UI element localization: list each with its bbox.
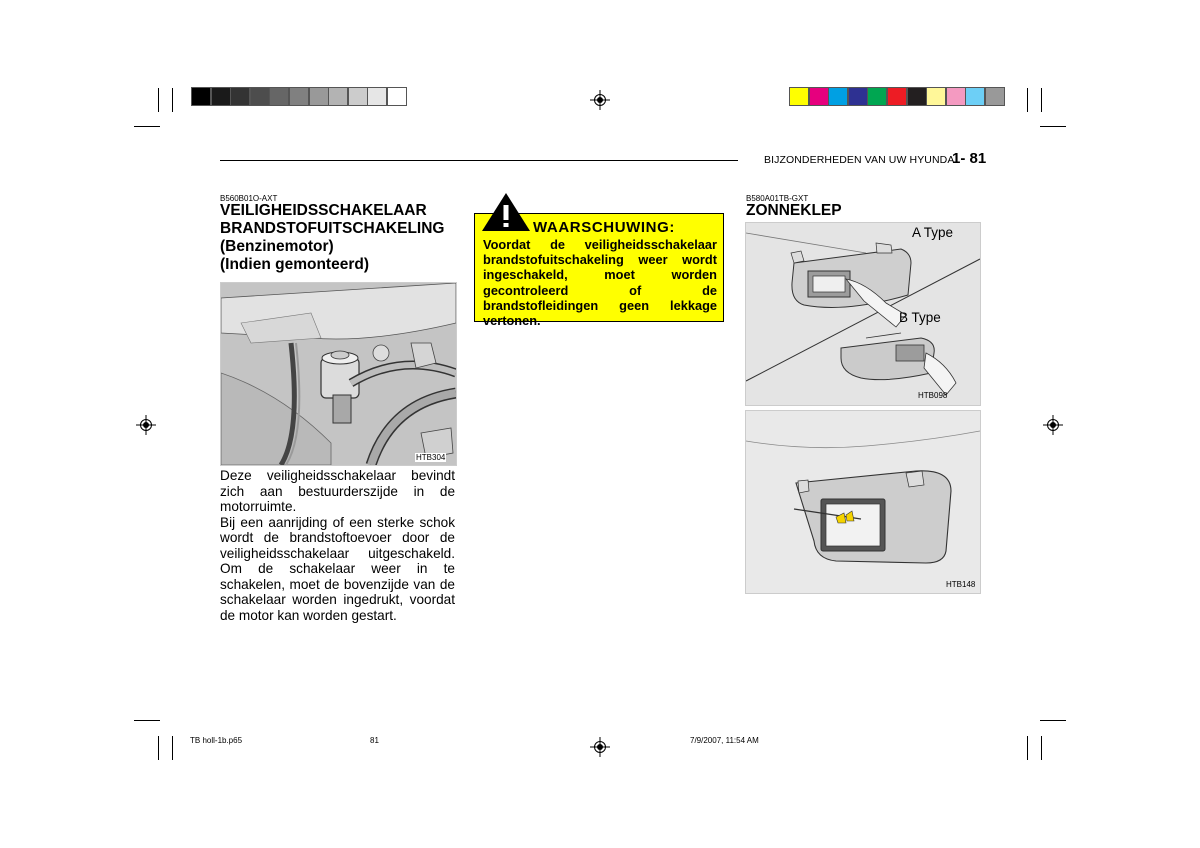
fuel-switch-illustration — [220, 282, 457, 466]
color-swatch — [867, 87, 887, 106]
color-swatch — [211, 87, 231, 106]
sun-visor-types-illustration — [745, 222, 981, 406]
registration-mark-icon — [1043, 415, 1063, 435]
color-swatch — [828, 87, 848, 106]
warning-box — [474, 213, 724, 329]
warning-title: WAARSCHUWING: — [533, 219, 675, 236]
color-swatch — [985, 87, 1005, 106]
title-line: (Indien gemonteerd) — [220, 256, 369, 273]
crop-mark — [1040, 126, 1066, 127]
warning-triangle-icon — [481, 192, 531, 232]
figure-code: HTB098 — [918, 391, 948, 400]
color-swatch — [946, 87, 966, 106]
color-swatch — [230, 87, 250, 106]
body-text — [220, 468, 455, 623]
footer-timestamp: 7/9/2007, 11:54 AM — [690, 736, 759, 745]
color-swatch — [387, 87, 407, 106]
color-swatch — [809, 87, 829, 106]
figure-code: HTB304 — [416, 453, 446, 462]
warning-text: Voordat de veiligheidsschakelaar brandstofuitschakeling weer wordt ingeschakeld, moet worden gecontroleerd of de brandstofleidingen geen lekkage vertonen. — [483, 237, 717, 329]
color-swatch — [289, 87, 309, 106]
type-a-label: A Type — [912, 225, 954, 240]
color-swatch — [887, 87, 907, 106]
section-code: B580A01TB-GXT — [746, 194, 809, 203]
color-swatch — [250, 87, 270, 106]
footer-page: 81 — [370, 736, 379, 745]
paragraph: Bij een aanrijding of een sterke schok wordt de brandstoftoevoer door de veiligheidsschakelaar uitgeschakeld. Om de schakelaar weer in te schakelen, moet de bovenzijde van de schakelaar worden ingedrukt, voordat de motor kan worden gestart. — [220, 514, 455, 623]
crop-mark — [134, 126, 160, 127]
crop-mark — [1027, 736, 1028, 760]
registration-mark-icon — [590, 90, 610, 110]
crop-mark — [172, 736, 173, 760]
color-swatch — [907, 87, 927, 106]
color-swatch — [965, 87, 985, 106]
header-rule — [220, 160, 738, 161]
crop-mark — [1040, 720, 1066, 721]
crop-mark — [158, 88, 159, 112]
registration-mark-icon — [136, 415, 156, 435]
color-swatch — [848, 87, 868, 106]
sun-visor-mirror-illustration — [745, 410, 981, 594]
figure-code: HTB148 — [946, 580, 976, 589]
color-swatch — [348, 87, 368, 106]
title-line: VEILIGHEIDSSCHAKELAAR — [220, 202, 427, 219]
color-swatch — [269, 87, 289, 106]
crop-mark — [1041, 88, 1042, 112]
page-number: 1- 81 — [952, 150, 987, 167]
crop-mark — [172, 88, 173, 112]
crop-mark — [134, 720, 160, 721]
color-swatch — [309, 87, 329, 106]
section-title: BIJZONDERHEDEN VAN UW HYUNDAI — [764, 154, 958, 166]
type-b-label: B Type — [899, 310, 941, 325]
color-swatch — [191, 87, 211, 106]
section-title: ZONNEKLEP — [746, 202, 842, 219]
title-line: (Benzinemotor) — [220, 238, 334, 255]
color-swatch — [367, 87, 387, 106]
color-swatch — [926, 87, 946, 106]
section-code: B560B01O-AXT — [220, 194, 278, 203]
color-swatch — [789, 87, 809, 106]
crop-mark — [1041, 736, 1042, 760]
registration-mark-icon — [590, 737, 610, 757]
title-line: BRANDSTOFUITSCHAKELING — [220, 220, 445, 237]
section-title-block — [220, 202, 444, 274]
paragraph: Deze veiligheidsschakelaar bevindt zich aan bestuurderszijde in de motorruimte. — [220, 468, 455, 514]
crop-mark — [1027, 88, 1028, 112]
color-swatch — [328, 87, 348, 106]
footer-file: TB holl-1b.p65 — [190, 736, 243, 745]
crop-mark — [158, 736, 159, 760]
